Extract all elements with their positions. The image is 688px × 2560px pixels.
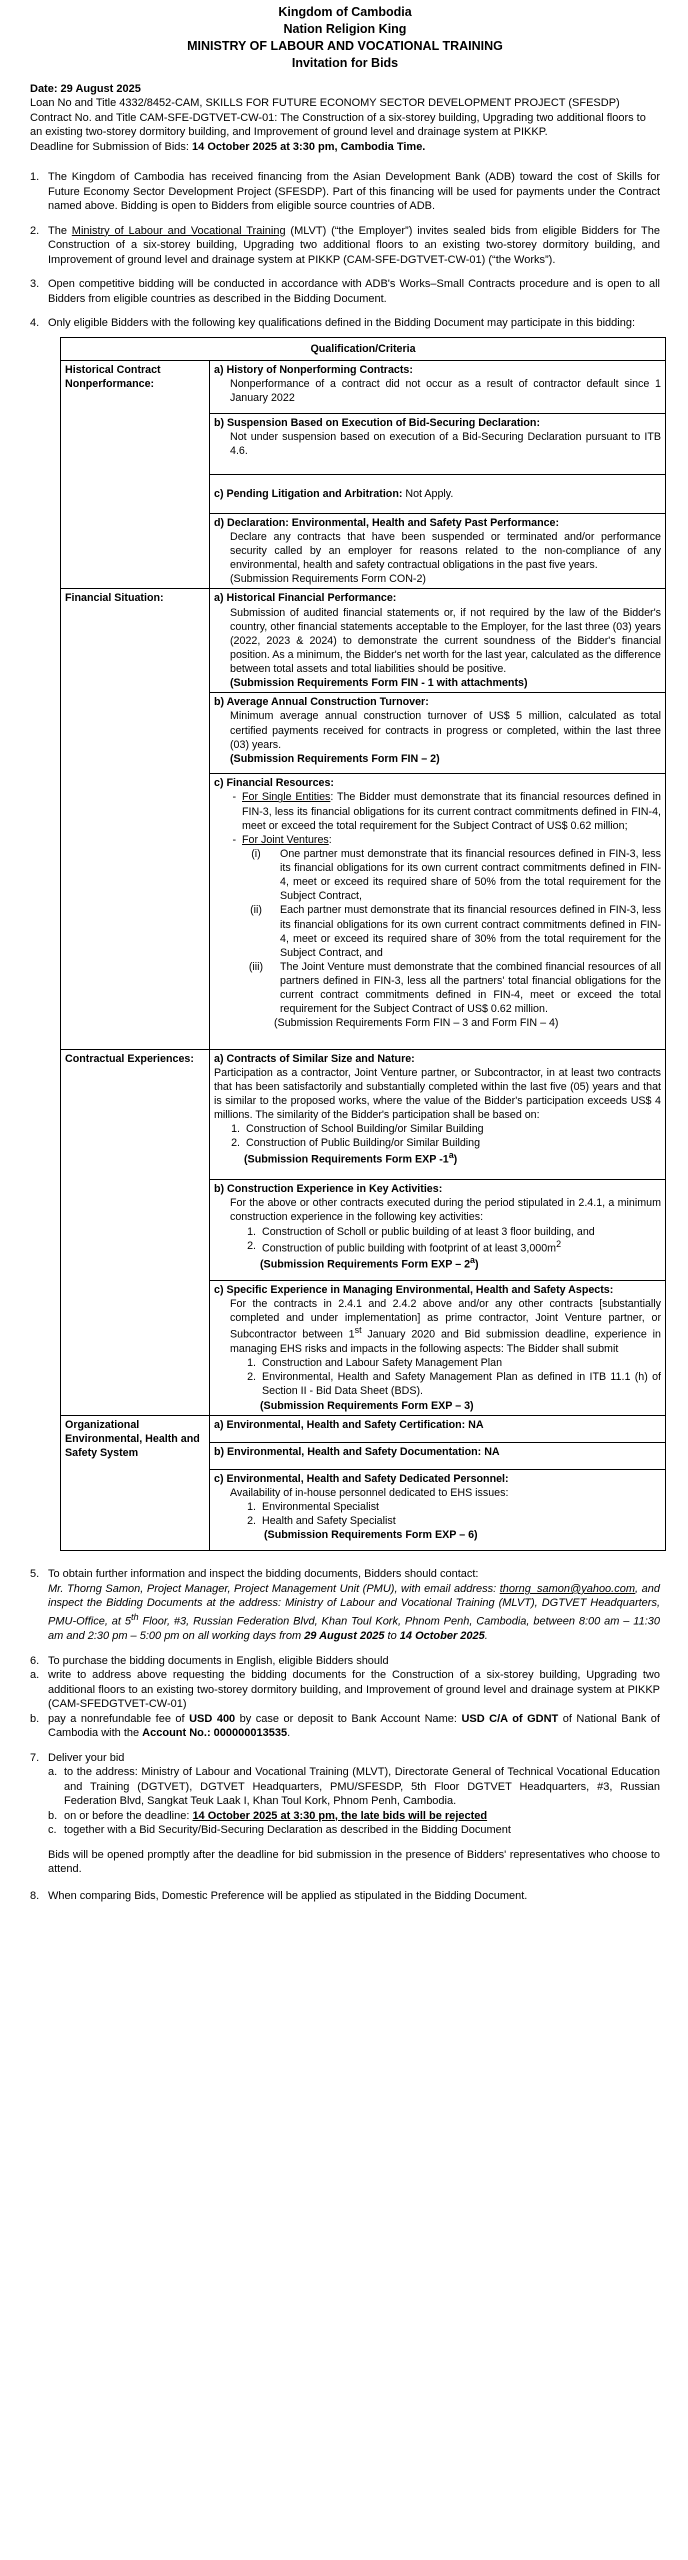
table-row: Financial Situation: a) Historical Financial Performance: Submission of audited financial statements or, if not required by the law of the Bidder's country, other financial statements acceptable to the Employer, for the last three (03) years (2022, 2023 & 2024) to demonstrate the current soundness of the Bidder's financial position. As a minimum, the Bidder's net worth for the last year, calculated as the difference between total assets and total liabilities should be positive. (Submission Requirements Form FIN - 1 with attachments) <box>61 589 666 693</box>
qualification-table <box>60 337 666 1552</box>
table-row: b) Average Annual Construction Turnover: Minimum average annual construction turnover of US$ 5 million, calculated as total certified payments received for contracts in progress or completed, within the last three (03) years. (Submission Requirements Form FIN – 2) <box>61 693 666 774</box>
table-row: b) Construction Experience in Key Activities: For the above or other contracts executed during the period stipulated in 2.4.1, a minimum construction experience in the following key activities: 1. Construction of Scholl or public building of at least 3 floor building, and 2. Construction of public building with footprint of at least $3,000m^2$ (Submission Requirements Form EXP – 2$^a$) <box>61 1180 666 1281</box>
contract-title: Contract No. and Title CAM-SFE-DGTVET-CW-01: The Construction of a six-storey building, Upgrading two additional floors to an existing two-storey dormitory building, and Improvement of ground level and drainage system at PIKKP. <box>30 111 646 139</box>
table-row: Historical Contract Nonperformance: a) History of Nonperforming Contracts: Nonperformance of a contract did not occur as a result of contractor default since 1 January 2022 <box>61 360 666 413</box>
list-item: c. together with a Bid Security/Bid-Securing Declaration as described in the Bidding Document <box>48 1824 511 1837</box>
list-item: a. write to address above requesting the bidding documents for the Construction of a six-storey building, Upgrading two additional floors to an existing two-storey dormitory building, and Improvement of ground level and drainage system at PIKKP (CAM-SFEDGTVET-CW-01) <box>30 1669 660 1711</box>
category-historical: Historical Contract Nonperformance: <box>61 360 210 589</box>
contact-email-link[interactable]: thorng_samon@yahoo.com <box>499 1582 636 1595</box>
list-item: 1. Construction of School Building/or Similar Building <box>231 1123 484 1136</box>
category-organizational: Organizational Environmental, Health and Safety System <box>61 1415 210 1551</box>
list-item: 2. Environmental, Health and Safety Management Plan as defined in ITB 11.1 (h) of Section II - Bid Data Sheet (BDS). <box>247 1371 661 1398</box>
header-motto: Nation Religion King <box>283 21 407 36</box>
table-row: b) Suspension Based on Execution of Bid-Securing Declaration: Not under suspension based on execution of a Bid-Securing Declaration pursuant to ITB 4.6. <box>61 413 666 474</box>
list-item: a. to the address: Ministry of Labour and Vocational Training (MLVT), Directorate General of Technical Vocational Education and Training (DGTVET), DGTVET Headquarters, PMU/SFESDP, 5th Floor DGTVET Headquarters, #3, Russian Federation Blvd, Sangkat Teuk Laak I, Khan Toul Kork, Phnom Penh, Cambodia. <box>48 1766 660 1808</box>
header-title: Invitation for Bids <box>291 55 399 70</box>
section-2: 2. The Ministry of Labour and Vocational Training (MLVT) (“the Employer”) invites sealed bids from eligible Bidders for The Construction of a six-storey building, Upgrading two additional floors to an existing two-storey dormitory building, and Improvement of ground level and drainage system at PIKKP (CAM-SFE-DGTVET-CW-01) (“the Works”). <box>30 224 660 266</box>
section-6: 6. To purchase the bidding documents in English, eligible Bidders should <box>30 1654 389 1667</box>
table-row: Contractual Experiences: a) Contracts of Similar Size and Nature: Participation as a contractor, Joint Venture partner, or Subcontractor, in at least two contracts that has been satisfactorily and substantially completed within the last five (05) years and that is similar to the proposed works, where the value of the Bidder's participation exceeds US$ 4 millions. The similarity of the Bidder's participation shall be based on: 1. Construction of School Building/or Similar Building 2. Construction of Public Building/or Similar Building (Submission Requirements Form EXP -1$^a$) <box>61 1049 666 1180</box>
list-item: (ii) Each partner must demonstrate that its financial resources defined in FIN-3, less its financial obligations for its own current contract commitments defined in FIN-4, meet or exceed its required share of 30% from the total requirement for the Subject Contract, and <box>250 904 661 959</box>
section-4: 4. Only eligible Bidders with the following key qualifications defined in the Bidding Document may participate in this bidding: <box>30 317 635 330</box>
list-item: b. on or before the deadline: 14 October 2025 at 3:30 pm, the late bids will be rejected <box>48 1809 488 1822</box>
table-row: b) Environmental, Health and Safety Documentation: NA <box>61 1442 666 1469</box>
table-row: c) Specific Experience in Managing Environmental, Health and Safety Aspects: For the contracts in 2.4.1 and 2.4.2 above and/or any other contracts [substantially completed and under implementation] as prime contractor, Joint Venture partner, or Subcontractor between 1st January 2020 and Bid submission deadline, experience in managing EHS risks and impacts in the following aspects: The Bidder shall submit 1. Construction and Labour Safety Management Plan 2. Environmental, Health and Safety Management Plan as defined in ITB 11.1 (h) of Section II - Bid Data Sheet (BDS). (Submission Requirements Form EXP – 3) <box>61 1281 666 1416</box>
list-item: - For Single Entities: The Bidder must demonstrate that its financial resources defined in FIN-3, less its financial obligations for its current contract commitments defined in FIN-4, meet or exceed the total requirement for the Subject Contract of US$ 0.62 million; <box>232 791 661 832</box>
category-contractual: Contractual Experiences: <box>61 1049 210 1415</box>
section-7: 7. Deliver your bid a. to the address: Ministry of Labour and Vocational Training (MLVT), Directorate General of Technical Vocational Education and Training (DGTVET), DGTVET Headquarters, PMU/SFESDP, 5th Floor DGTVET Headquarters, #3, Russian Federation Blvd, Sangkat Teuk Laak I, Khan Toul Kork, Phnom Penh, Cambodia. b. on or before the deadline: 14 October 2025 at 3:30 pm, the late bids will be rejected c. together with a Bid Security/Bid-Securing Declaration as described in the Bidding Document Bids will be opened promptly after the deadline for bid submission in the presence of Bidders' representatives who choose to attend. <box>30 1751 660 1876</box>
list-item: 2. Construction of Public Building/or Similar Building <box>231 1137 481 1150</box>
header-kingdom: Kingdom of Cambodia <box>278 5 412 19</box>
header-ministry: MINISTRY OF LABOUR AND VOCATIONAL TRAINING <box>187 38 503 53</box>
section-1: 1. The Kingdom of Cambodia has received financing from the Asian Development Bank (ADB) toward the cost of Skills for Future Economy Sector Development Project (SFESDP). Part of this financing will be used for payments under the Contract named above. Bidding is open to Bidders from eligible source countries of ADB. <box>30 171 660 213</box>
section-3: 3. Open competitive bidding will be conducted in accordance with ADB's Works–Small Contracts procedure and is open to all Bidders from eligible countries as described in the Bidding Document. <box>30 278 660 305</box>
list-item: 2. Health and Safety Specialist <box>247 1515 396 1528</box>
ministry-link[interactable]: Ministry of Labour and Vocational Training <box>71 224 286 237</box>
section-8: 8. When comparing Bids, Domestic Preference will be applied as stipulated in the Bidding Document. <box>30 1889 528 1902</box>
loan-title: Loan No and Title 4332/8452-CAM, SKILLS FOR FUTURE ECONOMY SECTOR DEVELOPMENT PROJECT (SFESDP) <box>30 97 620 110</box>
table-row: Organizational Environmental, Health and Safety System a) Environmental, Health and Safety Certification: NA <box>61 1415 666 1442</box>
list-item: 1. Construction of Scholl or public building of at least 3 floor building, and <box>247 1225 595 1238</box>
list-item: 1. Construction and Labour Safety Management Plan <box>247 1357 503 1370</box>
table-row: d) Declaration: Environmental, Health and Safety Past Performance: Declare any contracts that have been suspended or terminated and/or performance security called by an employer for reasons related to the non-compliance of any environmental, health and safety contractual obligations in the past five years. (Submission Requirements Form CON-2) <box>61 513 666 589</box>
table-header: Qualification/Criteria <box>61 337 666 360</box>
list-item: 2. Construction of public building with footprint of at least $3,000m^2$ <box>247 1238 562 1255</box>
list-item: (i) One partner must demonstrate that its financial resources defined in FIN-3, less its financial obligations for its own current contract commitments defined in FIN-4, meet or exceed its required share of 50% from the total requirement for the Subject Contract, <box>251 847 661 903</box>
bid-deadline: Deadline for Submission of Bids: 14 October 2025 at 3:30 pm, Cambodia Time. <box>30 140 426 153</box>
document-header <box>30 4 660 72</box>
list-item: 1. Environmental Specialist <box>247 1500 380 1513</box>
list-item: b. pay a nonrefundable fee of USD 400 by case or deposit to Bank Account Name: USD C/A of GDNT of National Bank of Cambodia with the Account No.: 000000013535. <box>30 1712 660 1740</box>
bid-opening-note: Bids will be opened promptly after the deadline for bid submission in the presence of Bidders' representatives who choose to attend. <box>48 1848 660 1876</box>
category-financial: Financial Situation: <box>61 589 210 1049</box>
table-row: c) Financial Resources: - For Single Entities: The Bidder must demonstrate that its financial resources defined in FIN-3, less its financial obligations for its current contract commitments defined in FIN-4, meet or exceed the total requirement for the Subject Contract of US$ 0.62 million; - For Joint Ventures: (i) One partner must demonstrate that its financial resources defined in FIN-3, less its financial obligations for its own current contract commitments defined in FIN-4, meet or exceed its required share of 50% from the total requirement for the Subject Contract, (ii) Each partner must demonstrate that its financial resources defined in FIN-3, less its financial obligations for its own current contract commitments defined in FIN-4, meet or exceed its required share of 30% from the total requirement for the Subject Contract, and (iii) The Joint Venture must demonstrate that the combined financial resources of all partners defined in FIN-3, less all the partners' total financial obligations for the current contract commitments defined in FIN-4, meet or exceed the total requirement for the Subject Contract of US$ 0.62 million. (Submission Requirements Form FIN – 3 and Form FIN – 4) <box>61 774 666 1049</box>
table-row: c) Pending Litigation and Arbitration: Not Apply. <box>61 474 666 513</box>
list-item: (iii) The Joint Venture must demonstrate that the combined financial resources of all partners defined in FIN-3, less all the partners' total financial obligations for the current contract commitments defined in FIN-4, meet or exceed the total requirement for the Subject Contract of US$ 0.62 million. <box>248 960 661 1016</box>
bid-meta <box>30 82 660 155</box>
bid-date: Date: 29 August 2025 <box>30 82 141 95</box>
list-item: - For Joint Ventures: <box>232 833 332 846</box>
section-5: 5. To obtain further information and inspect the bidding documents, Bidders should contact: Mr. Thorng Samon, Project Manager, Project Management Unit (PMU), with email address: thorng_samon@yahoo.com, and inspect the Bidding Documents at the address: Ministry of Labour and Vocational Training (MLVT), DGTVET Headquarters, PMU-Office, at 5th Floor, #3, Russian Federation Blvd, Khan Toul Kork, Phnom Penh, Cambodia, between 8:00 am – 11:30 am and 2:30 pm – 5:00 pm on all working days from 29 August 2025 to 14 October 2025. <box>30 1568 661 1643</box>
table-row: c) Environmental, Health and Safety Dedicated Personnel: Availability of in-house personnel dedicated to EHS issues: 1. Environmental Specialist 2. Health and Safety Specialist (Submission Requirements Form EXP – 6) <box>61 1469 666 1551</box>
